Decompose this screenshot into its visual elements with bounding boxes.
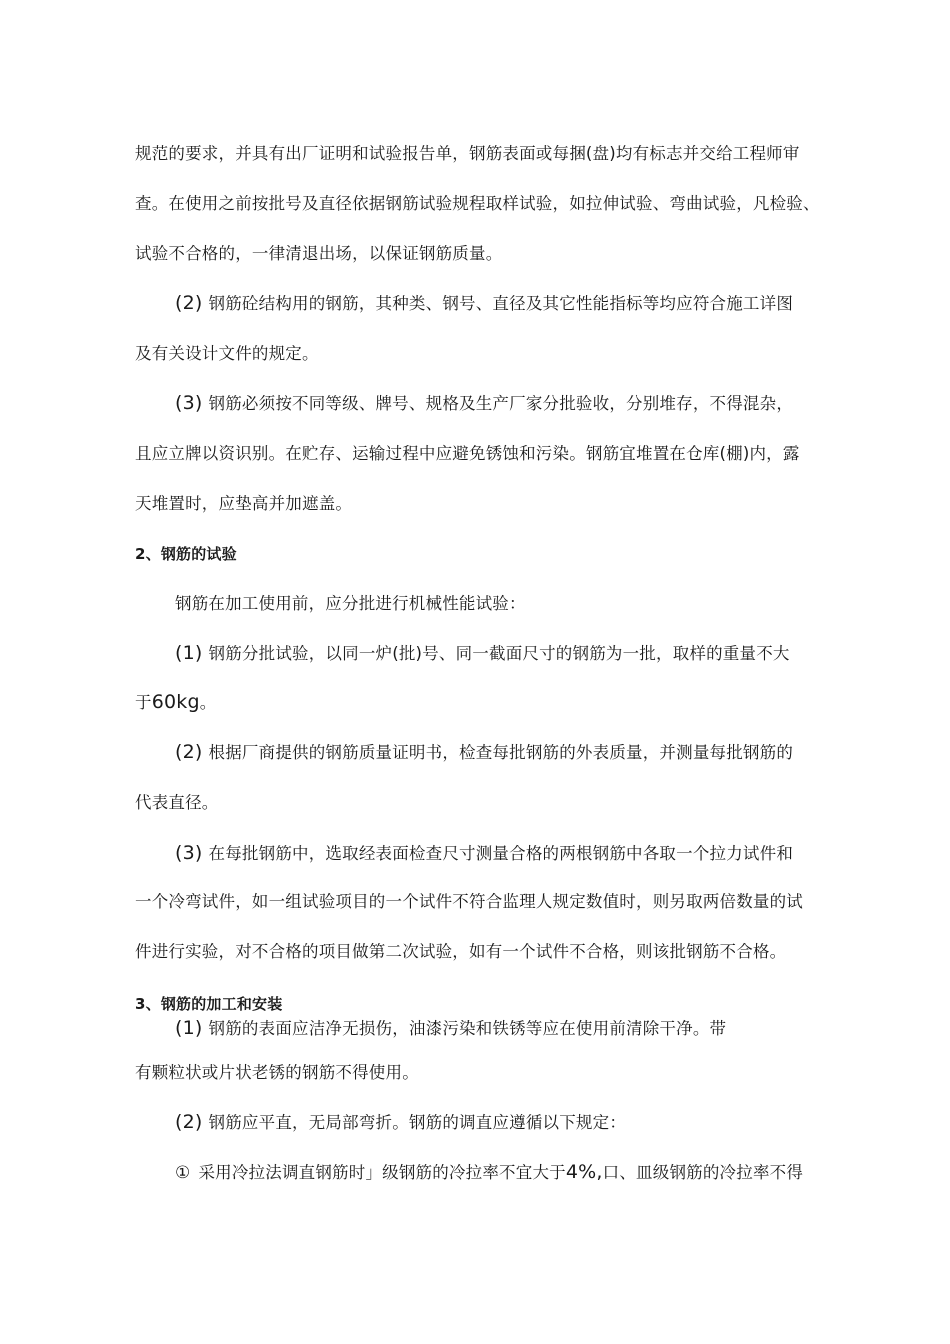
item-text: 根据厂商提供的钢筋质量证明书，检查每批钢筋的外表质量，并测量每批钢筋的 xyxy=(208,743,794,762)
circled-number: ① xyxy=(175,1163,191,1183)
text-line: 有颗粒状或片状老锈的钢筋不得使用。 xyxy=(135,1063,419,1082)
item-number: (3) xyxy=(175,842,203,864)
text-line: 一个冷弯试件，如一组试验项目的一个试件不符合监理人规定数值时，则另取两倍数量的试 xyxy=(135,892,803,911)
percent-value: 4%, xyxy=(565,1161,603,1183)
item-text: 钢筋砼结构用的钢筋，其种类、钢号、直径及其它性能指标等均应符合施工详图 xyxy=(208,294,794,313)
text-line: 件进行实验，对不合格的项目做第二次试验，如有一个试件不合格，则该批钢筋不合格。 xyxy=(135,942,787,961)
section-heading-2: 2、钢筋的试验 xyxy=(135,545,237,563)
item-text: 钢筋应平直，无局部弯折。钢筋的调直应遵循以下规定： xyxy=(208,1113,627,1132)
text-fragment: 。 xyxy=(199,693,217,712)
weight-value: 60kg xyxy=(151,691,200,713)
text-line: 查。在使用之前按批号及直径依据钢筋试验规程取样试验，如拉伸试验、弯曲试验，凡检验、 xyxy=(135,194,820,213)
item-number: (1) xyxy=(175,1017,203,1039)
test-item-2 xyxy=(175,741,793,764)
text-line: 试验不合格的，一律清退出场，以保证钢筋质量。 xyxy=(135,244,503,263)
text-line: 钢筋在加工使用前，应分批进行机械性能试验： xyxy=(175,594,526,613)
test-item-1 xyxy=(175,642,790,665)
item-number: (2) xyxy=(175,1111,203,1133)
sub-item-1 xyxy=(175,1161,803,1184)
text-line: 代表直径。 xyxy=(135,793,219,812)
paragraph-item-3 xyxy=(175,392,793,415)
item-text: 钢筋的表面应洁净无损伤，油漆污染和铁锈等应在使用前清除干净。带 xyxy=(208,1019,727,1038)
item-text: 口、皿级钢筋的冷拉率不得 xyxy=(602,1163,804,1182)
paragraph-item-2 xyxy=(175,292,793,315)
test-item-3 xyxy=(175,842,793,865)
item-text: 在每批钢筋中，选取经表面检查尺寸测量合格的两根钢筋中各取一个拉力试件和 xyxy=(208,844,794,863)
text-line: 规范的要求，并具有出厂证明和试验报告单，钢筋表面或每捆(盘)均有标志并交给工程师审 xyxy=(135,144,800,163)
item-number: (2) xyxy=(175,741,203,763)
item-text: 钢筋分批试验，以同一炉(批)号、同一截面尺寸的钢筋为一批，取样的重量不大 xyxy=(208,644,790,663)
text-line: 天堆置时，应垫高并加遮盖。 xyxy=(135,494,353,513)
text-line xyxy=(135,691,216,714)
text-fragment: 于 xyxy=(135,693,152,712)
item-text: 采用冷拉法调直钢筋时」级钢筋的冷拉率不宜大于 xyxy=(198,1163,566,1182)
item-number: (1) xyxy=(175,642,203,664)
item-number: (3) xyxy=(175,392,203,414)
text-line: 且应立牌以资识别。在贮存、运输过程中应避免锈蚀和污染。钢筋宜堆置在仓库(棚)内，露 xyxy=(135,444,800,463)
section-heading-3: 3、钢筋的加工和安装 xyxy=(135,995,283,1013)
item-text: 钢筋必须按不同等级、牌号、规格及生产厂家分批验收，分别堆存，不得混杂， xyxy=(208,394,794,413)
processing-item-2 xyxy=(175,1111,626,1134)
processing-item-1 xyxy=(175,1017,726,1040)
item-number: (2) xyxy=(175,292,203,314)
text-line: 及有关设计文件的规定。 xyxy=(135,344,319,363)
